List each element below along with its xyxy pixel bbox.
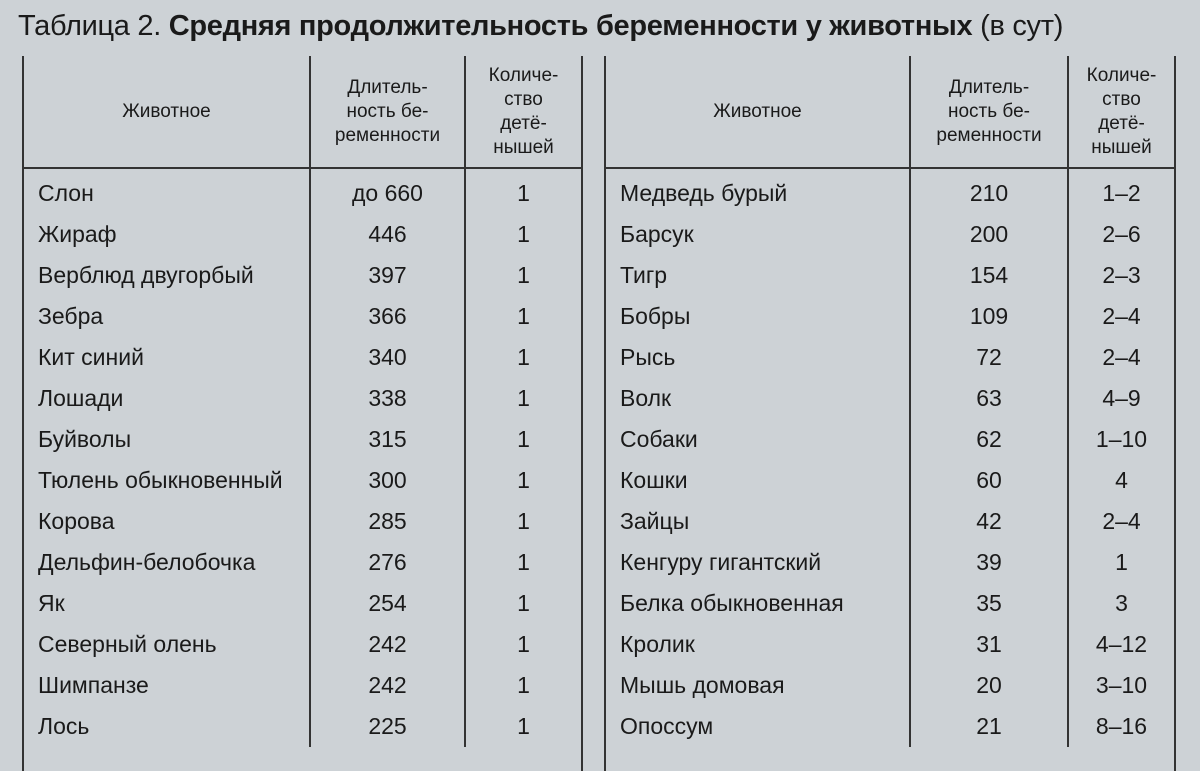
table-row xyxy=(24,378,581,419)
animal-cell: Опоссум xyxy=(620,713,714,739)
animal-cell: Жираф xyxy=(38,221,117,247)
table-row xyxy=(606,665,1174,706)
table-row xyxy=(24,419,581,460)
animal-cell: Тигр xyxy=(620,262,668,288)
animal-cell: Кошки xyxy=(620,467,688,493)
offspring-count-cell: 1–2 xyxy=(1068,168,1174,214)
offspring-count-cell: 2–6 xyxy=(1068,214,1174,255)
offspring-count-cell: 8–16 xyxy=(1068,706,1174,747)
header-duration: Длитель- ность бе- ременности xyxy=(910,56,1068,168)
animal-cell: Кит синий xyxy=(38,344,144,370)
header-count: Количе- ство детё- нышей xyxy=(465,56,581,168)
duration-cell: 210 xyxy=(910,168,1068,214)
duration-cell: 285 xyxy=(310,501,465,542)
table-row xyxy=(24,583,581,624)
table-row xyxy=(24,501,581,542)
table-row xyxy=(606,706,1174,747)
animal-cell: Зайцы xyxy=(620,508,690,534)
animal-cell: Медведь бурый xyxy=(620,180,788,206)
animal-cell: Зебра xyxy=(38,303,104,329)
duration-cell: 21 xyxy=(910,706,1068,747)
offspring-count-cell: 4–9 xyxy=(1068,378,1174,419)
animal-cell: Белка обыкновенная xyxy=(620,590,844,616)
table-row xyxy=(606,296,1174,337)
duration-cell: 62 xyxy=(910,419,1068,460)
left-table xyxy=(24,56,581,747)
animal-cell: Барсук xyxy=(620,221,694,247)
offspring-count-cell: 1 xyxy=(465,378,581,419)
header-animal: Животное xyxy=(606,56,910,168)
animal-cell: Шимпанзе xyxy=(38,672,149,698)
offspring-count-cell: 1 xyxy=(465,542,581,583)
table-caption xyxy=(18,10,1063,43)
table-row xyxy=(24,665,581,706)
animal-cell: Дельфин-белобочка xyxy=(38,549,256,575)
duration-cell: 35 xyxy=(910,583,1068,624)
duration-cell: 446 xyxy=(310,214,465,255)
animal-cell: Корова xyxy=(38,508,115,534)
table-row xyxy=(606,460,1174,501)
left-table-body xyxy=(24,168,581,747)
offspring-count-cell: 1 xyxy=(465,501,581,542)
offspring-count-cell: 3–10 xyxy=(1068,665,1174,706)
animal-cell: Слон xyxy=(38,180,94,206)
duration-cell: 42 xyxy=(910,501,1068,542)
offspring-count-cell: 1 xyxy=(465,419,581,460)
duration-cell: 315 xyxy=(310,419,465,460)
header-duration: Длитель- ность бе- ременности xyxy=(310,56,465,168)
duration-cell: 340 xyxy=(310,337,465,378)
offspring-count-cell: 1 xyxy=(465,255,581,296)
right-table-panel xyxy=(604,56,1176,771)
animal-cell: Бобры xyxy=(620,303,691,329)
table-row xyxy=(24,624,581,665)
offspring-count-cell: 1–10 xyxy=(1068,419,1174,460)
table-row xyxy=(24,542,581,583)
animal-cell: Верблюд двугорбый xyxy=(38,262,254,288)
caption-unit: (в сут) xyxy=(980,10,1064,42)
animal-cell: Як xyxy=(38,590,65,616)
offspring-count-cell: 2–4 xyxy=(1068,337,1174,378)
table-row xyxy=(606,168,1174,214)
duration-cell: 200 xyxy=(910,214,1068,255)
table-row xyxy=(606,214,1174,255)
duration-cell: 154 xyxy=(910,255,1068,296)
offspring-count-cell: 1 xyxy=(1068,542,1174,583)
animal-cell: Кролик xyxy=(620,631,695,657)
animal-cell: Северный олень xyxy=(38,631,217,657)
offspring-count-cell: 3 xyxy=(1068,583,1174,624)
animal-cell: Собаки xyxy=(620,426,698,452)
animal-cell: Тюлень обыкновенный xyxy=(38,467,283,493)
duration-cell: 72 xyxy=(910,337,1068,378)
duration-cell: 20 xyxy=(910,665,1068,706)
table-row xyxy=(24,460,581,501)
offspring-count-cell: 1 xyxy=(465,460,581,501)
header-animal: Животное xyxy=(24,56,310,168)
duration-cell: 109 xyxy=(910,296,1068,337)
duration-cell: 31 xyxy=(910,624,1068,665)
left-table-panel xyxy=(22,56,583,771)
offspring-count-cell: 4–12 xyxy=(1068,624,1174,665)
offspring-count-cell: 1 xyxy=(465,214,581,255)
table-row xyxy=(606,624,1174,665)
right-table-body xyxy=(606,168,1174,747)
duration-cell: 254 xyxy=(310,583,465,624)
table-row xyxy=(606,419,1174,460)
caption-title: Средняя продолжительность беременности у животных xyxy=(168,10,973,42)
duration-cell: 39 xyxy=(910,542,1068,583)
duration-cell: 60 xyxy=(910,460,1068,501)
animal-cell: Мышь домовая xyxy=(620,672,785,698)
table-row xyxy=(24,706,581,747)
animal-cell: Буйволы xyxy=(38,426,132,452)
offspring-count-cell: 1 xyxy=(465,337,581,378)
animal-cell: Лось xyxy=(38,713,90,739)
animal-cell: Рысь xyxy=(620,344,676,370)
table-row xyxy=(606,542,1174,583)
offspring-count-cell: 1 xyxy=(465,583,581,624)
left-header-row xyxy=(24,56,581,168)
right-table xyxy=(606,56,1174,747)
right-header-row xyxy=(606,56,1174,168)
animal-cell: Лошади xyxy=(38,385,124,411)
caption-prefix: Таблица 2. xyxy=(18,10,161,42)
offspring-count-cell: 1 xyxy=(465,296,581,337)
offspring-count-cell: 2–3 xyxy=(1068,255,1174,296)
duration-cell: 276 xyxy=(310,542,465,583)
offspring-count-cell: 1 xyxy=(465,665,581,706)
duration-cell: 338 xyxy=(310,378,465,419)
table-row xyxy=(606,583,1174,624)
table-row xyxy=(24,296,581,337)
duration-cell: 300 xyxy=(310,460,465,501)
duration-cell: 63 xyxy=(910,378,1068,419)
table-row xyxy=(24,255,581,296)
duration-cell: 366 xyxy=(310,296,465,337)
duration-cell: 242 xyxy=(310,665,465,706)
offspring-count-cell: 2–4 xyxy=(1068,296,1174,337)
offspring-count-cell: 1 xyxy=(465,624,581,665)
table-row xyxy=(606,501,1174,542)
duration-cell: 225 xyxy=(310,706,465,747)
duration-cell: 242 xyxy=(310,624,465,665)
offspring-count-cell: 1 xyxy=(465,706,581,747)
table-row xyxy=(24,168,581,214)
duration-cell: до 660 xyxy=(310,168,465,214)
animal-cell: Волк xyxy=(620,385,672,411)
offspring-count-cell: 1 xyxy=(465,168,581,214)
header-count: Количе- ство детё- нышей xyxy=(1068,56,1174,168)
table-row xyxy=(606,255,1174,296)
offspring-count-cell: 4 xyxy=(1068,460,1174,501)
offspring-count-cell: 2–4 xyxy=(1068,501,1174,542)
table-row xyxy=(606,337,1174,378)
table-row xyxy=(24,214,581,255)
animal-cell: Кенгуру гигантский xyxy=(620,549,822,575)
table-row xyxy=(606,378,1174,419)
duration-cell: 397 xyxy=(310,255,465,296)
table-row xyxy=(24,337,581,378)
